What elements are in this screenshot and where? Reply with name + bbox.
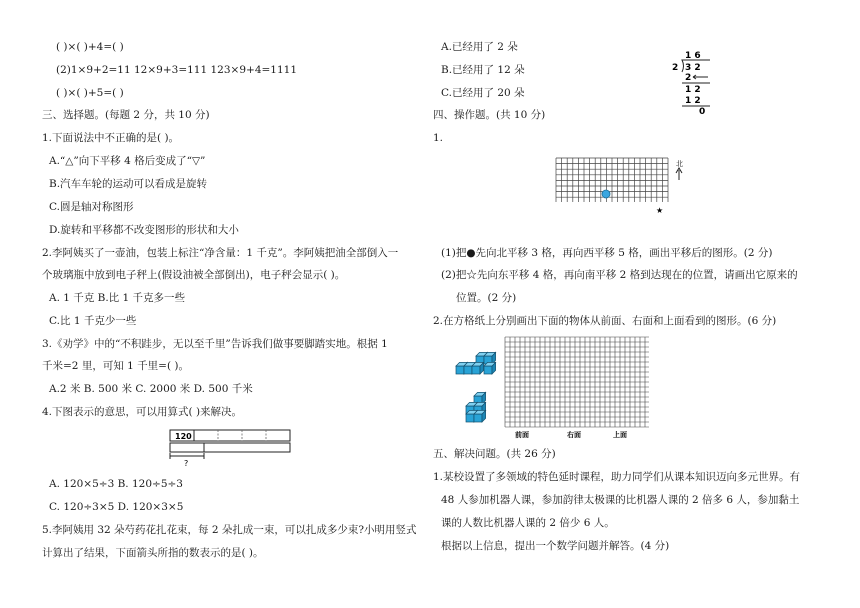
left-line-0: ( )×( )+4=( ) bbox=[56, 41, 124, 53]
q4-stem: 4.下图表示的意思，可以用算式( )来解决。 bbox=[42, 406, 243, 418]
blue-dot-icon bbox=[602, 190, 610, 198]
cube-figure-2 bbox=[462, 390, 494, 426]
division-step-2: 1 2 bbox=[685, 85, 701, 95]
division-arrow-icon bbox=[693, 75, 708, 79]
q3-stem-1: 3.《劝学》中的“不积跬步，无以至千里”告诉我们做事要脚踏实地。根据 1 bbox=[42, 338, 388, 350]
section-5-title: 五、解决问题。(共 26 分) bbox=[433, 448, 556, 460]
star-icon: ★ bbox=[656, 206, 664, 215]
op1-part2-line2: 位置。(2 分) bbox=[456, 292, 517, 304]
q3-options: A.2 米 B. 500 米 C. 2000 米 D. 500 千米 bbox=[49, 383, 253, 395]
p1-line4: 根据以上信息，提出一个数学问题并解答。(4 分) bbox=[441, 540, 670, 552]
q5-stem-2: 计算出了结果，下面箭头所指的数表示的是( )。 bbox=[42, 547, 264, 559]
q1-option-c: C.圆是轴对称图形 bbox=[49, 201, 134, 213]
q2-stem-2: 个玻璃瓶中放到电子秤上(假设油被全部倒出)，电子秤会显示( )。 bbox=[42, 269, 346, 281]
q1-option-d: D.旋转和平移都不改变图形的形状和大小 bbox=[49, 224, 239, 236]
diagram-total-label: 120 bbox=[175, 432, 192, 441]
segment-diagram bbox=[168, 428, 293, 468]
op2-stem: 2.在方格纸上分别画出下面的物体从前面、右面和上面看到的图形。(6 分) bbox=[433, 315, 777, 327]
division-dividend: 3 2 bbox=[685, 63, 701, 73]
q2-stem-1: 2.李阿姨买了一壶油，包装上标注“净含量：1 千克”。李阿姨把油全部倒入一 bbox=[42, 247, 399, 259]
q5-option-a: A.已经用了 2 朵 bbox=[441, 41, 518, 53]
view-label-top: 上面 bbox=[613, 431, 627, 439]
q4-options-cd: C. 120÷3×5 D. 120×3×5 bbox=[49, 501, 184, 513]
view-label-right: 右面 bbox=[567, 431, 581, 439]
cube-figure-1 bbox=[454, 352, 504, 382]
division-step-3: 1 2 bbox=[685, 96, 701, 106]
q1-option-a: A.“△”向下平移 4 格后变成了“▽” bbox=[49, 155, 206, 167]
division-remainder: 0 bbox=[699, 107, 706, 117]
q2-option-c: C.比 1 千克少一些 bbox=[49, 315, 137, 327]
left-line-1: (2)1×9+2=11 12×9+3=111 123×9+4=1111 bbox=[56, 64, 298, 76]
op1-part2-line1: (2)把☆先向东平移 4 格，再向南平移 2 格到达现在的位置，请画出它原来的 bbox=[441, 269, 798, 281]
op1-number: 1. bbox=[433, 132, 444, 144]
section-3-title: 三、选择题。(每题 2 分，共 10 分) bbox=[42, 109, 210, 121]
translation-grid bbox=[556, 158, 692, 215]
division-step-1: 2 bbox=[685, 73, 692, 83]
views-grid bbox=[505, 337, 651, 441]
section-4-title: 四、操作题。(共 10 分) bbox=[433, 109, 546, 121]
p1-line3: 课的人数比机器人课的 2 倍少 6 人。 bbox=[441, 517, 615, 529]
p1-line2: 48 人参加机器人课，参加韵律太极课的比机器人课的 2 倍多 6 人，参加黏土 bbox=[441, 494, 800, 506]
q5-stem-1: 5.李阿姨用 32 朵芍药花扎花束，每 2 朵扎成一束，可以扎成多少束?小明用竖式 bbox=[42, 524, 417, 536]
long-division bbox=[668, 48, 724, 116]
q2-options-ab: A. 1 千克 B.比 1 千克多一些 bbox=[49, 292, 186, 304]
division-quotient: 1 6 bbox=[685, 51, 701, 61]
division-divisor: 2 bbox=[672, 63, 679, 73]
q3-stem-2: 千米=2 里，可知 1 千里=( )。 bbox=[42, 360, 189, 372]
q4-options-ab: A. 120×5÷3 B. 120÷5÷3 bbox=[49, 478, 183, 490]
left-line-2: ( )×( )+5=( ) bbox=[56, 87, 124, 99]
q1-stem: 1.下面说法中不正确的是( )。 bbox=[42, 132, 180, 144]
p1-line1: 1.某校设置了多领域的特色延时课程，助力同学们从课本知识迈向多元世界。有 bbox=[433, 471, 801, 483]
q5-option-c: C.已经用了 20 朵 bbox=[441, 87, 525, 99]
q5-option-b: B.已经用了 12 朵 bbox=[441, 64, 525, 76]
diagram-question-mark: ? bbox=[184, 459, 189, 468]
op1-part1: (1)把●先向北平移 3 格，再向西平移 5 格，画出平移后的图形。(2 分) bbox=[441, 247, 773, 259]
north-label: 北 bbox=[676, 160, 683, 168]
view-label-front: 前面 bbox=[515, 431, 529, 439]
q1-option-b: B.汽车车轮的运动可以看成是旋转 bbox=[49, 178, 208, 190]
